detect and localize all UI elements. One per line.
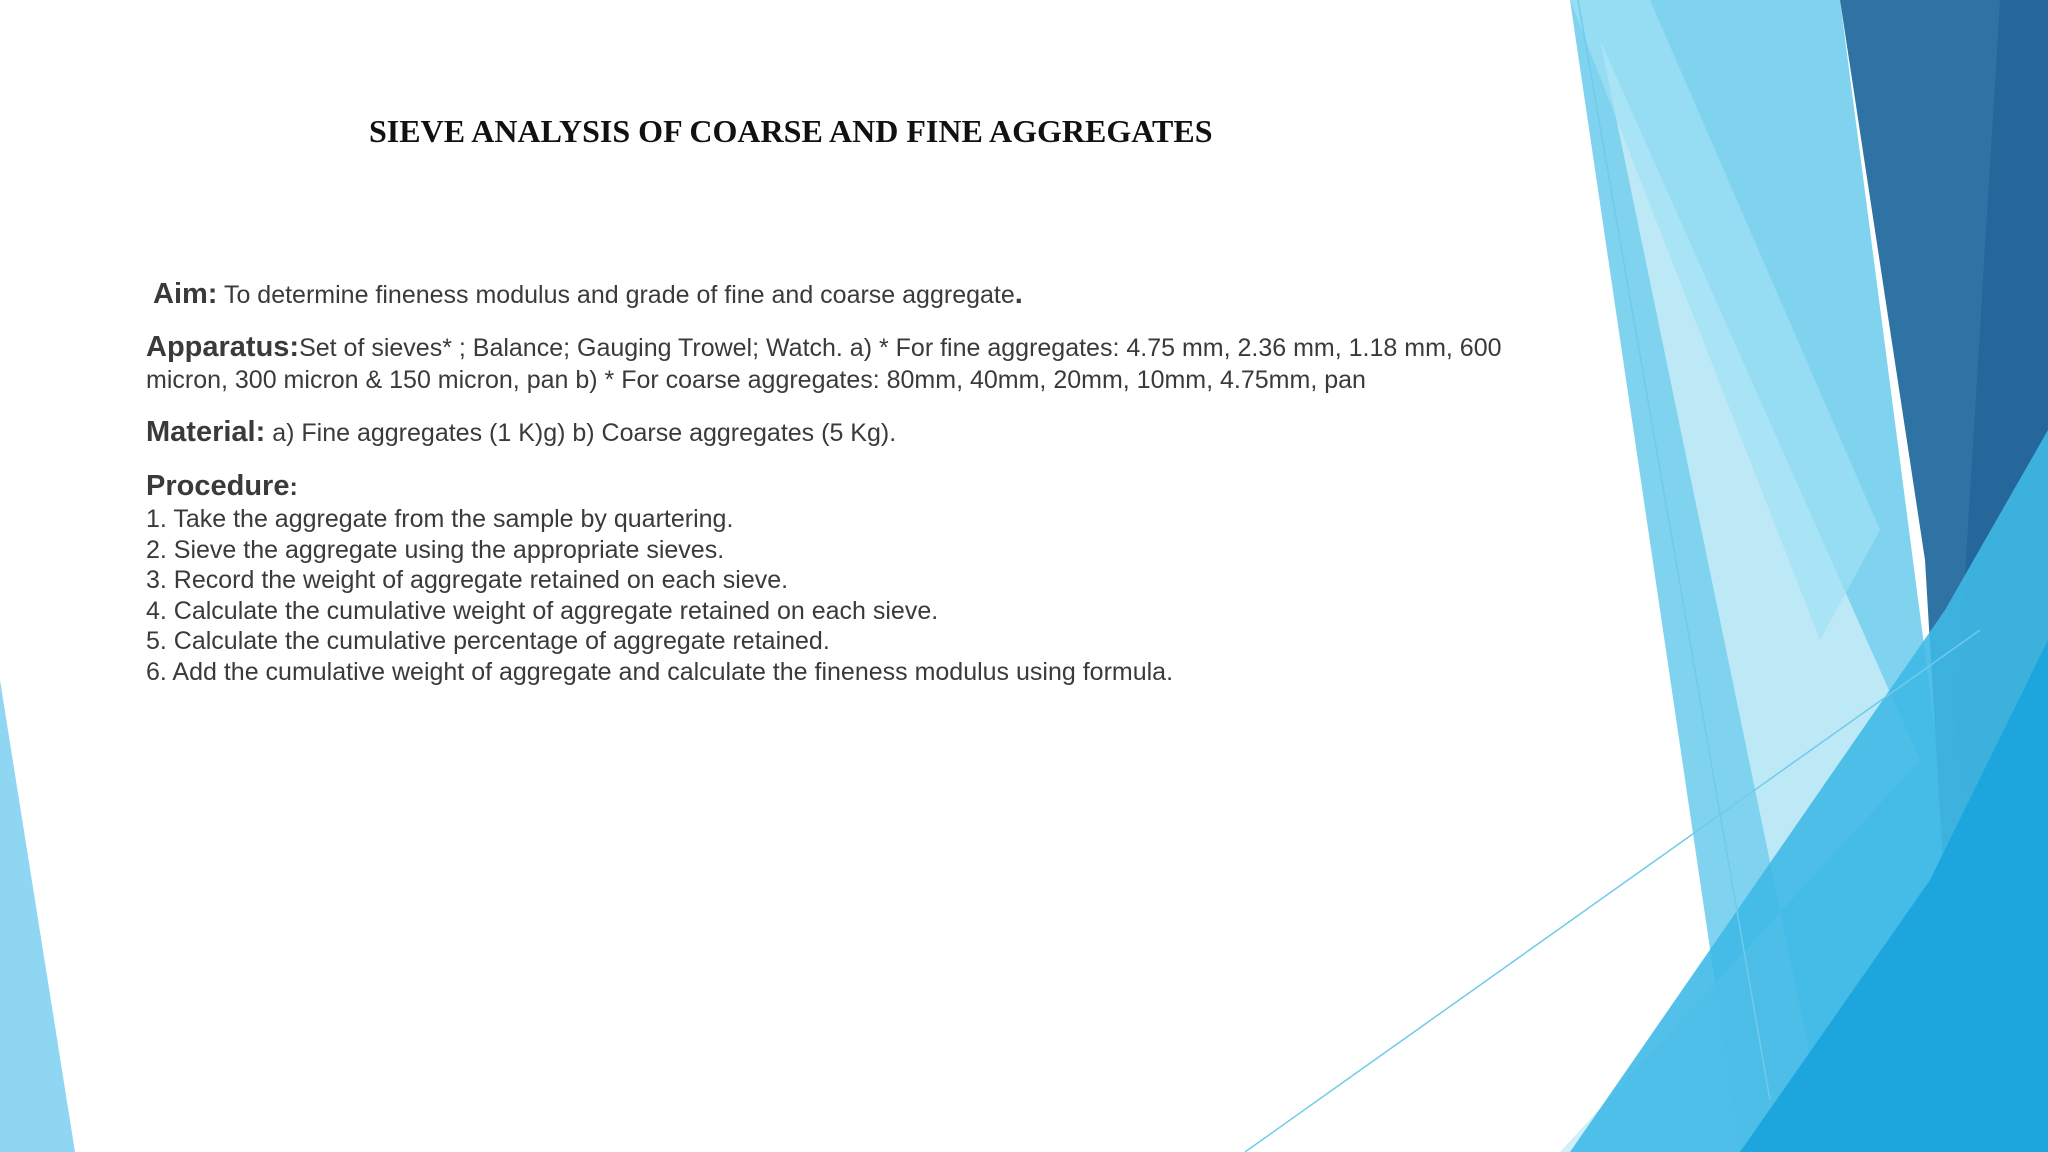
apparatus-paragraph — [146, 331, 1546, 396]
left-edge-triangle — [0, 680, 75, 1152]
material-paragraph — [146, 416, 1546, 449]
procedure-steps — [146, 504, 1546, 687]
slide-content — [146, 278, 1546, 687]
apparatus-text: Set of sieves* ; Balance; Gauging Trowel; Watch. a) * For fine aggregates: 4.75 mm, 2.36 mm, 1.18 mm, 600 micron, 300 micron & 150 micron, pan b) * For coarse aggregates: 80mm, 40mm, 20mm, 10mm, 4.75mm, pan — [146, 334, 1502, 394]
material-text: a) Fine aggregates (1 K)g) b) Coarse aggregates (5 Kg). — [272, 419, 897, 447]
aim-paragraph — [146, 278, 1546, 311]
aim-label: Aim: — [153, 278, 218, 310]
aim-text: To determine fineness modulus and grade of fine and coarse aggregate — [223, 281, 1015, 309]
aim-end-period: . — [1014, 278, 1023, 310]
procedure-step: 2. Sieve the aggregate using the appropriate sieves. — [146, 535, 725, 564]
apparatus-label: Apparatus: — [146, 331, 300, 363]
procedure-heading — [146, 469, 1546, 504]
page-title: SIEVE ANALYSIS OF COARSE AND FINE AGGREGATES — [369, 113, 1213, 149]
procedure-label: Procedure — [146, 470, 290, 502]
procedure-step: 4. Calculate the cumulative weight of aggregate retained on each sieve. — [146, 596, 939, 625]
material-label: Material: — [146, 416, 266, 448]
procedure-step: 3. Record the weight of aggregate retained on each sieve. — [146, 566, 789, 594]
procedure-step: 1. Take the aggregate from the sample by quartering. — [146, 505, 734, 533]
procedure-colon: : — [289, 473, 298, 501]
procedure-step: 6. Add the cumulative weight of aggregate and calculate the fineness modulus using formula. — [146, 657, 1174, 686]
procedure-step: 5. Calculate the cumulative percentage of aggregate retained. — [146, 627, 830, 655]
